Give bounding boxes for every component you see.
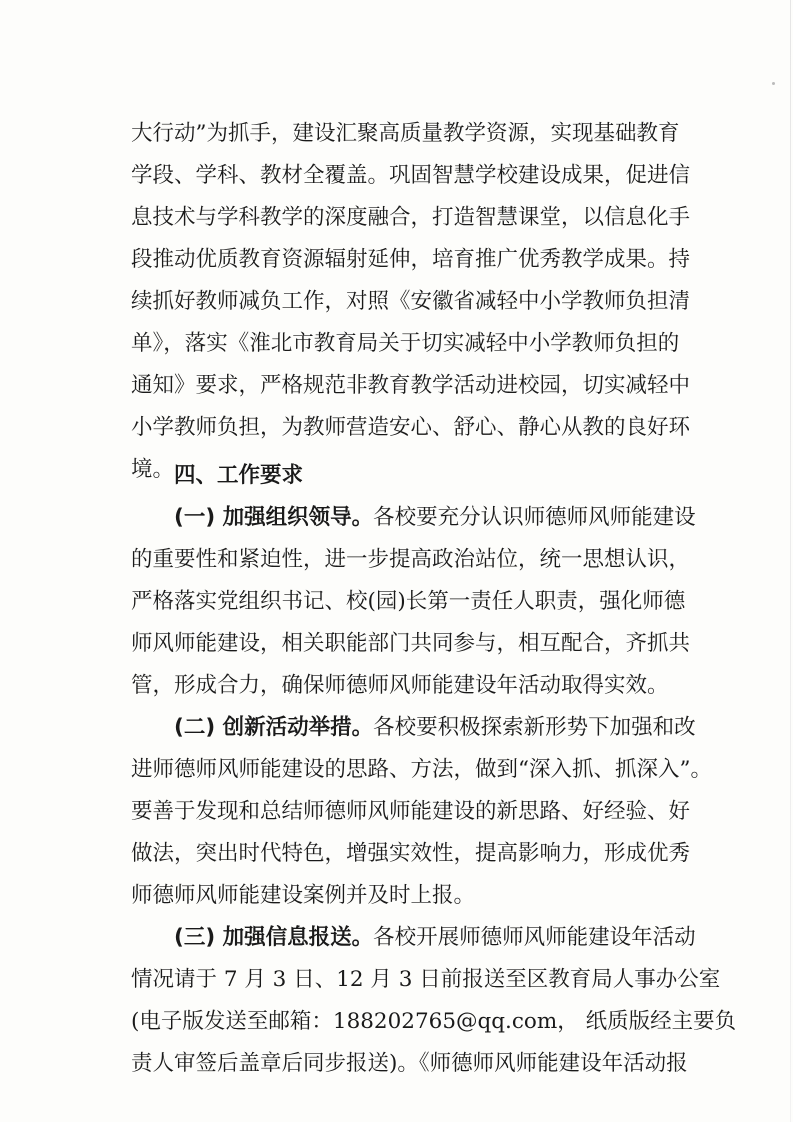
- body-line: 严格落实党组织书记、校(园)长第一责任人职责，强化师德: [131, 589, 686, 614]
- body-line: 管，形成合力，确保师德师风师能建设年活动取得实效。: [131, 673, 669, 698]
- body-line: (电子版发送至邮箱：188202765@qq.com， 纸质版经主要负: [131, 1009, 737, 1034]
- body-line: 师德师风师能建设案例并及时上报。: [131, 883, 476, 908]
- item-first-text: 各校要积极探索新形势下加强和改: [373, 715, 696, 740]
- item-lead: (一) 加强组织领导。: [174, 505, 374, 530]
- body-line: 通知》要求，严格规范非教育教学活动进校园，切实减轻中: [131, 373, 691, 398]
- item-first-line: [131, 707, 696, 749]
- body-line: 小学教师负担，为教师营造安心、舒心、静心从教的良好环: [131, 415, 691, 440]
- body-line: 续抓好教师减负工作，对照《安徽省减轻中小学教师负担清: [131, 289, 691, 314]
- section-heading-block: [131, 455, 671, 497]
- item-first-line: [131, 497, 696, 539]
- body-line: 师风师能建设，相关职能部门共同参与，相互配合，齐抓共: [131, 631, 691, 656]
- body-line: 的重要性和紧迫性，进一步提高政治站位，统一思想认识，: [131, 547, 691, 572]
- body-line: 单》，落实《淮北市教育局关于切实减轻中小学教师负担的: [131, 331, 680, 356]
- body-line: 大行动”为抓手，建设汇聚高质量教学资源，实现基础教育: [131, 121, 680, 146]
- body-line: 进师德师风师能建设的思路、方法，做到“深入抓、抓深入”。: [131, 757, 712, 782]
- section-heading: 四、工作要求: [174, 463, 304, 488]
- body-line: 学段、学科、教材全覆盖。巩固智慧学校建设成果，促进信: [131, 163, 691, 188]
- item-first-text: 各校要充分认识师德师风师能建设: [373, 505, 696, 530]
- item-one: [131, 497, 696, 707]
- body-line: 境。: [131, 457, 175, 482]
- paragraph-continuation: [131, 113, 691, 491]
- body-line: 责人审签后盖章后同步报送)。《师德师风师能建设年活动报: [131, 1051, 688, 1076]
- item-first-line: [131, 917, 696, 959]
- body-line: 做法，突出时代特色，增强实效性，提高影响力，形成优秀: [131, 841, 691, 866]
- item-lead: (三) 加强信息报送。: [174, 925, 374, 950]
- page-edge: [790, 0, 791, 1122]
- body-line: 要善于发现和总结师德师风师能建设的新思路、好经验、好: [131, 799, 691, 824]
- body-line: 息技术与学科教学的深度融合，打造智慧课堂，以信息化手: [131, 205, 691, 230]
- body-line: 情况请于 7 月 3 日、12 月 3 日前报送至区教育局人事办公室: [131, 967, 721, 992]
- item-two: [131, 707, 712, 917]
- item-lead: (二) 创新活动举措。: [174, 715, 374, 740]
- item-first-text: 各校开展师德师风师能建设年活动: [373, 925, 696, 950]
- scan-speck: [772, 82, 775, 85]
- item-three: [131, 917, 737, 1085]
- body-line: 段推动优质教育资源辐射延伸，培育推广优秀教学成果。持: [131, 247, 691, 272]
